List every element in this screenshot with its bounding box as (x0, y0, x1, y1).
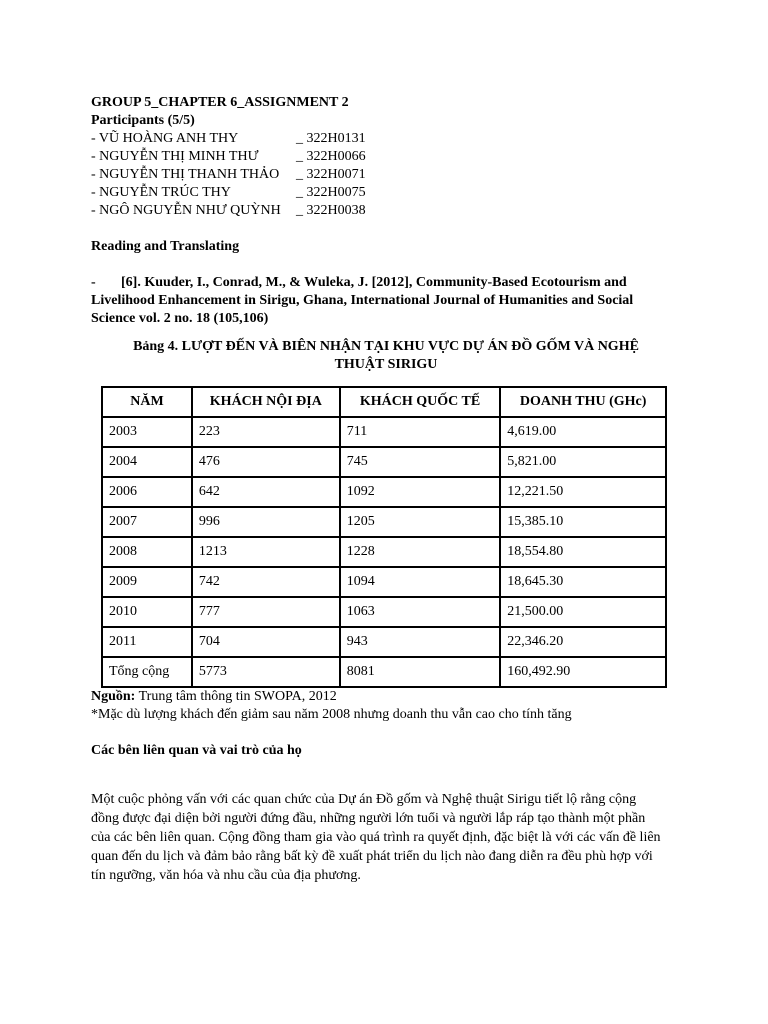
table-cell: 22,346.20 (500, 627, 666, 657)
document-page (91, 94, 681, 885)
table-row (102, 417, 666, 447)
source-label: Nguồn: (91, 689, 136, 704)
table-cell: 1213 (192, 537, 340, 567)
table-cell: 642 (192, 477, 340, 507)
table-source (91, 688, 681, 706)
table-header-row (102, 387, 666, 417)
body-paragraph: Một cuộc phỏng vấn với các quan chức của Dự án Đồ gốm và Nghệ thuật Sirigu tiết lộ rằng cộng đồng được đại diện bởi người đứng đầu, những người lớn tuổi và người lắp ráp tạo thành một phần của các bên liên quan. Cộng đồng tham gia vào quá trình ra quyết định, đặc biệt là với các vấn đề liên quan đến du lịch và đảm bảo rằng bất kỳ đề xuất phát triển du lịch nào đang diễn ra đều phù hợp với tín ngưỡng, văn hóa và nhu cầu của địa phương. (91, 792, 661, 883)
column-header: DOANH THU (GHc) (500, 387, 666, 417)
table-row (102, 477, 666, 507)
participant-id: _ 322H0038 (296, 203, 366, 218)
table-total-row (102, 657, 666, 687)
table-note: *Mặc dù lượng khách đến giảm sau năm 2008 nhưng doanh thu vẫn cao cho tính tăng (91, 707, 572, 722)
participant-name: - NGUYỄN TRÚC THY (91, 185, 231, 200)
table-cell: 711 (340, 417, 501, 447)
table-row (102, 597, 666, 627)
table-cell: Tổng cộng (102, 657, 192, 687)
table-row (102, 507, 666, 537)
participant-row (91, 130, 681, 148)
table-cell: 2003 (102, 417, 192, 447)
participant-id: _ 322H0131 (296, 131, 366, 146)
table-cell: 1205 (340, 507, 501, 537)
table-cell: 742 (192, 567, 340, 597)
table-cell: 18,645.30 (500, 567, 666, 597)
participant-id: _ 322H0066 (296, 149, 366, 164)
table-cell: 8081 (340, 657, 501, 687)
column-header: NĂM (102, 387, 192, 417)
table-cell: 2011 (102, 627, 192, 657)
participant-row (91, 148, 681, 166)
table-cell: 223 (192, 417, 340, 447)
table-cell: 5773 (192, 657, 340, 687)
participants-list (91, 130, 681, 220)
participant-id: _ 322H0071 (296, 167, 366, 182)
table-cell: 2008 (102, 537, 192, 567)
participant-id: _ 322H0075 (296, 185, 366, 200)
participants-heading: Participants (5/5) (91, 113, 195, 128)
table-cell: 943 (340, 627, 501, 657)
table-cell: 996 (192, 507, 340, 537)
section-heading-stakeholders: Các bên liên quan và vai trò của họ (91, 743, 302, 758)
table-cell: 476 (192, 447, 340, 477)
participant-name: - NGÔ NGUYỄN NHƯ QUỲNH (91, 203, 281, 218)
table-cell: 1228 (340, 537, 501, 567)
table-cell: 1092 (340, 477, 501, 507)
column-header: KHÁCH QUỐC TẾ (340, 387, 501, 417)
table-cell: 2009 (102, 567, 192, 597)
table-cell: 1094 (340, 567, 501, 597)
data-table (101, 386, 667, 688)
table-cell: 21,500.00 (500, 597, 666, 627)
table-cell: 2010 (102, 597, 192, 627)
table-caption: Bảng 4. LƯỢT ĐẾN VÀ BIÊN NHẬN TẠI KHU VỰC DỰ ÁN ĐỒ GỐM VÀ NGHỆ THUẬT SIRIGU (133, 339, 639, 372)
table-row (102, 567, 666, 597)
table-cell: 12,221.50 (500, 477, 666, 507)
document-title: GROUP 5_CHAPTER 6_ASSIGNMENT 2 (91, 95, 349, 110)
reference-text: [6]. Kuuder, I., Conrad, M., & Wuleka, J. [2012], Community-Based Ecotourism and Livelihood Enhancement in Sirigu, Ghana, International Journal of Humanities and Social Science vol. 2 no. 18 (105,106) (91, 275, 634, 326)
participant-name: - NGUYỄN THỊ THANH THẢO (91, 167, 280, 182)
participant-row (91, 202, 681, 220)
table-cell: 704 (192, 627, 340, 657)
table-cell: 5,821.00 (500, 447, 666, 477)
table-row (102, 447, 666, 477)
participant-row (91, 184, 681, 202)
table-cell: 2004 (102, 447, 192, 477)
table-cell: 160,492.90 (500, 657, 666, 687)
table-cell: 4,619.00 (500, 417, 666, 447)
participant-name: - NGUYỄN THỊ MINH THƯ (91, 149, 259, 164)
table-row (102, 627, 666, 657)
column-header: KHÁCH NỘI ĐỊA (192, 387, 340, 417)
table-row (102, 537, 666, 567)
participant-row (91, 166, 681, 184)
table-cell: 18,554.80 (500, 537, 666, 567)
table-cell: 2006 (102, 477, 192, 507)
table-cell: 745 (340, 447, 501, 477)
section-heading-reading: Reading and Translating (91, 239, 240, 254)
table-cell: 1063 (340, 597, 501, 627)
source-text: Trung tâm thông tin SWOPA, 2012 (135, 689, 337, 704)
table-cell: 15,385.10 (500, 507, 666, 537)
reference-dash: - (91, 275, 96, 290)
participant-name: - VŨ HOÀNG ANH THY (91, 131, 239, 146)
table-cell: 777 (192, 597, 340, 627)
reference-citation (91, 274, 681, 328)
table-cell: 2007 (102, 507, 192, 537)
